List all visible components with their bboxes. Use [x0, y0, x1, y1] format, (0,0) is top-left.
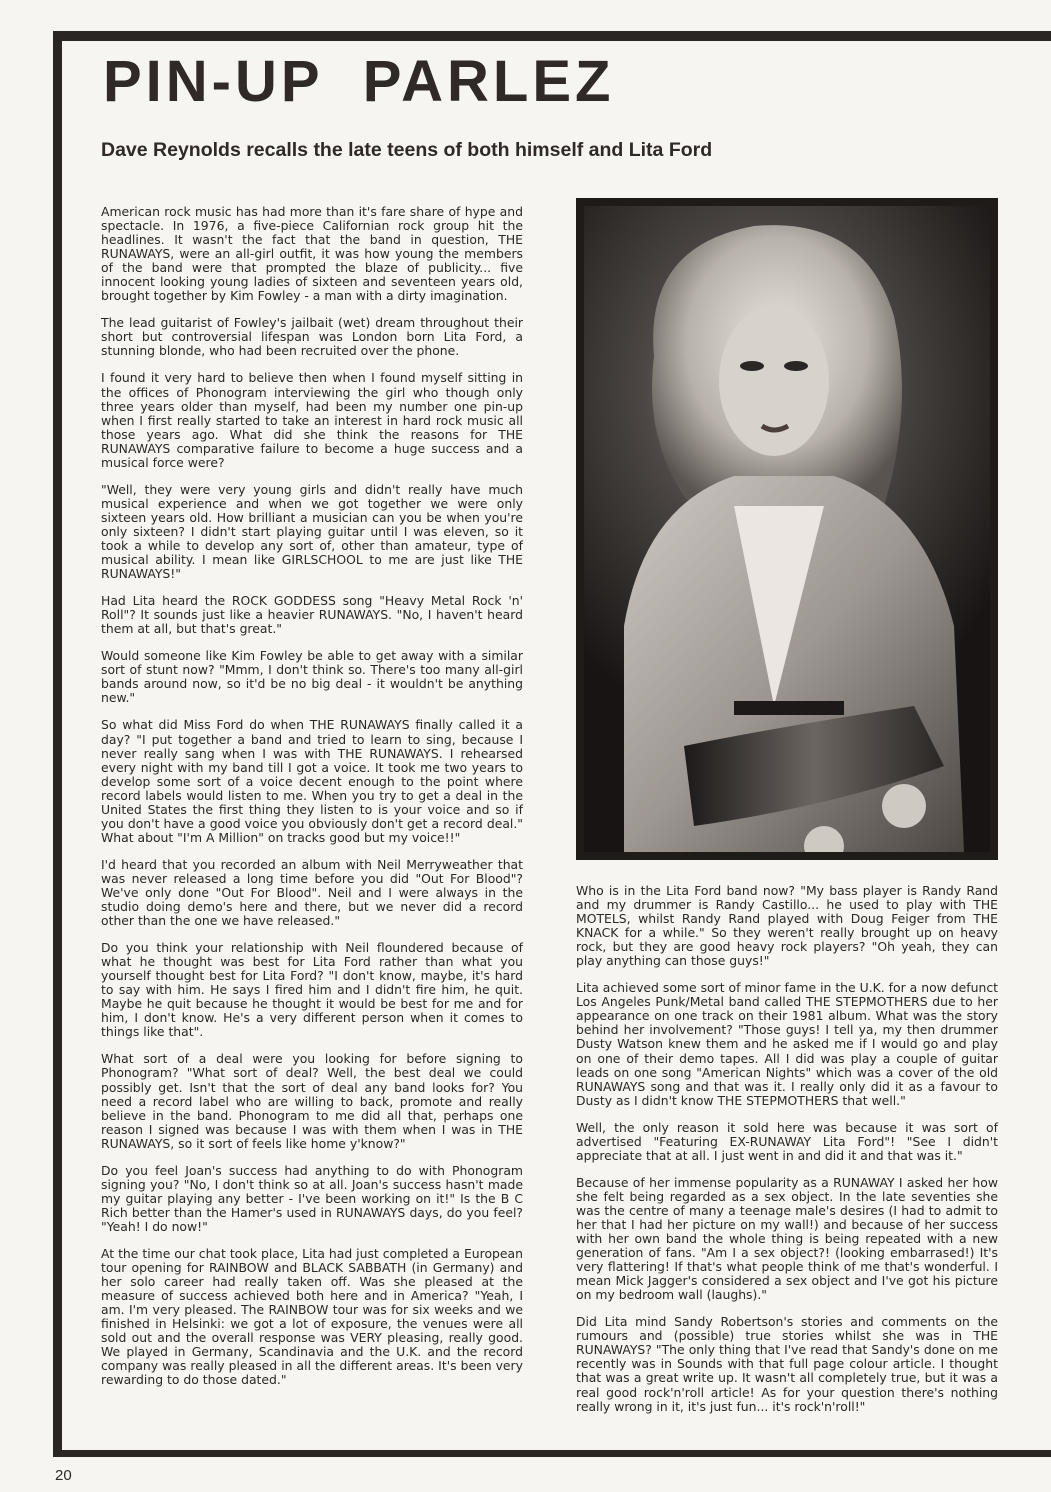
paragraph: What sort of a deal were you looking for before signing to Phonogram? "What sort of deal? Well, the best deal we could possibly get. Isn't that the sort of deal any band looks for? You need a record label who are willing to back, promote and really believe in the band. Phonogram to me did all that, perhaps one reason I signed was because I was with them when I was in THE RUNAWAYS, so it sort of feels like home y'know?"	[101, 1051, 523, 1151]
article-subtitle: Dave Reynolds recalls the late teens of both himself and Lita Ford	[101, 139, 713, 161]
lita-ford-photo	[576, 198, 998, 860]
paragraph: Do you feel Joan's success had anything to do with Phonogram signing you? "No, I don't think so at all. Joan's success hasn't made my guitar playing any better - I've been working on it!" Is the B C Rich better than the Hamer's used in RUNAWAYS days, do you feel? "Yeah! I do now!"	[101, 1162, 523, 1234]
left-text-column	[101, 205, 523, 1400]
photo-image	[584, 206, 990, 852]
paragraph: American rock music has had more than it's fare share of hype and spectacle. In 1976, a five-piece Californian rock group hit the headlines. It wasn't the fact that the band in question, THE RUNAWAYS, were an all-girl outfit, it was how young the members of the band were that prompted the blaze of publicity... five innocent looking young ladies of sixteen and seventeen years old, brought together by Kim Fowley - a man with a dirty imagination.	[101, 204, 523, 304]
paragraph: So what did Miss Ford do when THE RUNAWAYS finally called it a day? "I put together a band and tried to learn to sing, because I never really sang when I was with THE RUNAWAYS. I rehearsed every night with my band till I got a voice. It took me two years to develop some sort of a voice decent enough to the point where record labels would listen to me. When you try to get a deal in the United States the first thing they listen to is your voice and so if you don't have a good voice you obviously don't get a record deal." What about "I'm A Million" on tracks good but my voice!!"	[101, 717, 523, 845]
photo-illustration	[584, 206, 990, 852]
paragraph: The lead guitarist of Fowley's jailbait (wet) dream throughout their short but controversial lifespan was London born Lita Ford, a stunning blonde, who had been recruited over the phone.	[101, 315, 523, 359]
paragraph: Did Lita mind Sandy Robertson's stories and comments on the rumours and (possible) true stories whilst she was in THE RUNAWAYS? "The only thing that I've read that Sandy's done on me recently was in Sounds with that full page colour article. I thought that was a great write up. It wasn't all completely true, but it was a real good rock'n'roll article! As for your question there's nothing really wrong in it, it's just fun... it's rock'n'roll!"	[576, 1314, 998, 1414]
paragraph: Lita achieved some sort of minor fame in the U.K. for a now defunct Los Angeles Punk/Metal band called THE STEPMOTHERS due to her appearance on one track on their 1981 album. What was the story behind her involvement? "Those guys! I tell ya, my then drummer Dusty Watson knew them and he asked me if I would go and play on one of their demo tapes. All I did was play a couple of guitar leads on one song "American Nights" which was a cover of the old RUNAWAYS song and that was it. I really only did it as a favour to Dusty as I didn't know THE STEPMOTHERS that well."	[576, 980, 998, 1108]
bottom-border-rule	[53, 1450, 1051, 1457]
paragraph: I found it very hard to believe then when I found myself sitting in the offices of Phonogram interviewing the girl who though only three years older than myself, had been my number one pin-up when I first really started to take an interest in hard rock music all those years ago. What did she think the reasons for THE RUNAWAYS comparative failure to become a huge success and a musical force were?	[101, 370, 523, 470]
paragraph: Would someone like Kim Fowley be able to get away with a similar sort of stunt now? "Mmm, I don't think so. There's too many all-girl bands around now, so it'd be no big deal - it wouldn't be anything new."	[101, 648, 523, 706]
paragraph: Had Lita heard the ROCK GODDESS song "Heavy Metal Rock 'n' Roll"? It sounds just like a heavier RUNAWAYS. "No, I haven't heard them at all, but that's great."	[101, 593, 523, 637]
left-border-rule	[53, 31, 62, 1457]
paragraph: At the time our chat took place, Lita had just completed a European tour opening for RAINBOW and BLACK SABBATH (in Germany) and her solo career had really taken off. Was she pleased at the measure of success achieved both here and in America? "Yeah, I am. I'm very pleased. The RAINBOW tour was for six weeks and we finished in Helsinki: we got a lot of exposure, the venues were all sold out and the overall response was VERY pleasing, really good. We played in Germany, Scandinavia and the U.K. and the record company was really pleased in all the different areas. It's been very rewarding to do those dated."	[101, 1246, 523, 1388]
paragraph: Well, the only reason it sold here was because it was sort of advertised "Featuring EX-RUNAWAY Lita Ford"! "See I didn't appreciate that at all. I just went in and did it and that was it."	[576, 1119, 998, 1163]
paragraph: I'd heard that you recorded an album with Neil Merryweather that was never released a long time before you did "Out For Blood"? We've only done "Out For Blood". Neil and I were always in the studio doing demo's here and there, but we never did a record other than the one we have released."	[101, 856, 523, 929]
paragraph: Do you think your relationship with Neil floundered because of what he thought was best for Lita Ford rather than what you yourself thought best for Lita Ford? "I don't know, maybe, it's hard to say with him. He says I fired him and I didn't fire him, he quit. Maybe he quit because he thought it would be best for me and for him, I don't know. He's a very different person when it comes to things like that".	[101, 940, 523, 1040]
paragraph: Who is in the Lita Ford band now? "My bass player is Randy Rand and my drummer is Randy Castillo... he used to play with THE MOTELS, whilst Randy Rand played with Doug Feiger from THE KNACK for a while." So they weren't really brought up on heavy rock, but they are good heavy rock players? "Oh yeah, they can play anything can those guys!"	[576, 883, 998, 969]
article-title: PIN-UP PARLEZ	[103, 49, 615, 114]
paragraph: Because of her immense popularity as a RUNAWAY I asked her how she felt being regarded as a sex object. In the late seventies she was the centre of many a teenage male's desires (I had to admit to her that I had her picture on my wall!) and because of her success with her own band the whole thing is being repeated with a new generation of fans. "Am I a sex object?! (looking embarrased!) It's very flattering! If that's what people think of me that's wonderful. I mean Mick Jagger's considered a sex object and I've got his picture on my bedroom wall (laughs)."	[576, 1174, 998, 1303]
paragraph: "Well, they were very young girls and didn't really have much musical experience and when we got together we were only sixteen years old. How brilliant a musician can you be when you're only sixteen? I didn't start playing guitar until I was eleven, so it took a while to develop any sort of, other than amateur, type of musical ability. I mean like GIRLSCHOOL to me are just like THE RUNAWAYS!"	[101, 481, 523, 582]
right-text-column	[576, 884, 998, 1427]
top-border-rule	[53, 31, 1051, 41]
page-number: 20	[55, 1467, 72, 1484]
